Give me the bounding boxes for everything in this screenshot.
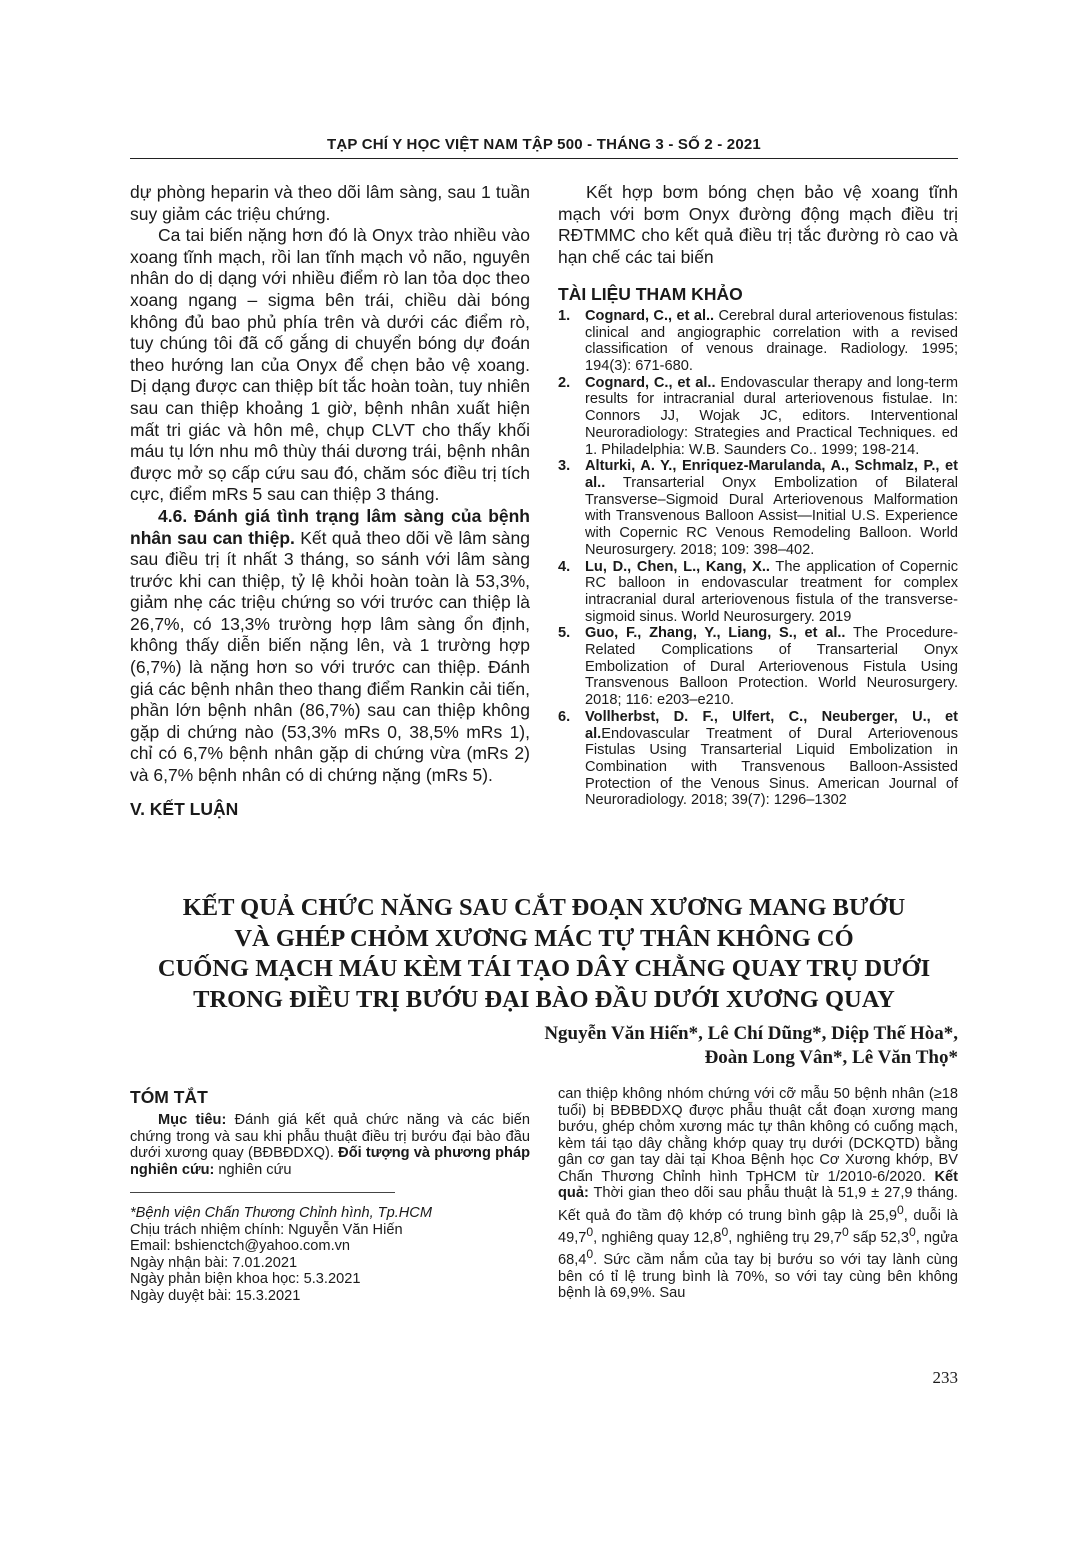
- objective-text: Đánh giá kết quả chức năng và các biến chứng trong và sau khi phẫu thuật điều trị bướu đại bào đầu dưới xương quay (BĐBĐDXQ).: [130, 1112, 530, 1161]
- abstract-paragraph: [130, 1112, 530, 1178]
- reference-number: 6.: [558, 708, 571, 725]
- abstract-text: , duỗi là 49,7: [558, 1207, 958, 1246]
- abstract-text: , ngửa 68,4: [558, 1229, 958, 1269]
- abstract-text: can thiệp không nhóm chứng với cỡ mẫu 50 bệnh nhân (≥18 tuổi) bị BĐBĐDXQ được phẫu thuật cắt đoạn xương mang bướu, ghép chỏm xương mác tự thân không có cuống mạch, kèm tái tạo dây chằng khớp quay trụ dưới (DCKQTD) bằng gân cơ gan tay dài tại Khoa Bệnh học Cơ Xương khớp, BV Chấn Thương Chỉnh hình TpHCM từ 1/2010-6/2020.: [558, 1086, 958, 1185]
- title-line: TRONG ĐIỀU TRỊ BƯỚU ĐẠI BÀO ĐẦU DƯỚI XƯƠNG QUAY: [193, 985, 895, 1013]
- reference-number: 3.: [558, 458, 571, 475]
- reference-text: Cerebral dural arteriovenous fistulas: clinical and angiographic correlation with a revised classification of venous drainage. Radiology. 1995; 194(3): 671-680.: [585, 307, 958, 375]
- abstract-text: , nghiêng quay 12,8: [593, 1229, 722, 1246]
- results-label: Kết quả:: [558, 1168, 958, 1201]
- abstract-right: [558, 1086, 958, 1302]
- subsection-heading: 4.6. Đánh giá tình trạng lâm sàng của bệnh nhân sau can thiệp.: [130, 505, 530, 548]
- references-heading: TÀI LIỆU THAM KHẢO: [558, 284, 743, 305]
- reference-item: [558, 559, 958, 626]
- summary-heading: TÓM TẮT: [130, 1087, 208, 1107]
- paragraph: dự phòng heparin và theo dõi lâm sàng, sau 1 tuần suy giảm các triệu chứng.: [130, 182, 530, 224]
- reference-authors: Cognard, C., et al..: [585, 374, 716, 391]
- degree-mark: 0: [842, 1224, 849, 1239]
- reference-item: [558, 375, 958, 459]
- reference-item: [558, 709, 958, 809]
- authors-line: Nguyễn Văn Hiến*, Lê Chí Dũng*, Diệp Thế Hòa*,: [544, 1023, 958, 1044]
- reference-authors: Vollherbst, D. F., Ulfert, C., Neuberger, U., et al.: [585, 708, 958, 742]
- reference-authors: Alturki, A. Y., Enriquez-Marulanda, A., Schmalz, P., et al..: [585, 458, 958, 491]
- methods-text: nghiên cứu: [214, 1161, 292, 1178]
- page-number: 233: [932, 1368, 958, 1387]
- reference-text: The application of Copernic RC balloon in endovascular treatment for complex intracranial dural arteriovenous fistula of the transverse-sigmoid sinus. World Neurosurgery. 2019: [585, 558, 959, 625]
- footnote-rule: [130, 1192, 395, 1193]
- reference-text: Endovascular therapy and long-term results for intracranial dural arteriovenous fistulae. In: Connors JJ, Wojak JC, editors. Interventional Neuroradiology: Strategies and Practical Techniques. ed 1. Philadelphia: W.B. Saunders Co.. 1999; 198-214.: [585, 374, 958, 458]
- paragraph-text: Kết quả theo dõi về lâm sàng sau điều trị ít nhất 3 tháng, so sánh với lâm sàng trước khi can thiệp, tỷ lệ khỏi hoàn toàn là 53,3%, giảm nhẹ các triệu chứng so với trước can thiệp là 26,7%, có 13,3% trường hợp lâm sàng ổn định, không thấy diễn biến nặng lên, và 1 trường hợp (6,7%) là nặng hơn so với trước can thiệp. Đánh giá các bệnh nhân theo thang điểm Rankin cải tiến, phần lớn bệnh nhân (86,7%) sau can thiệp không gặp di chứng nào (53,3% mRs 0, 38,5% mRs 1), chỉ có 6,7% bệnh nhân gặp di chứng vừa (mRs 2) và 6,7% bệnh nhân có di chứng nặng (mRs 5).: [130, 527, 530, 786]
- reference-number: 4.: [558, 558, 571, 575]
- methods-label: Đối tượng và phương pháp nghiên cứu:: [130, 1145, 530, 1178]
- article-title: [130, 893, 958, 1015]
- reference-list: [558, 308, 958, 809]
- reference-text: Transarterial Onyx Embolization of Bilateral Transverse–Sigmoid Dural Arteriovenous Malformation with Transvenous Balloon Assist—Initial U.S. Experience with Copernic RC Venous Remodeling Balloon. World Neurosurgery. 2018; 109: 398–402.: [585, 475, 958, 558]
- section-heading: V. KẾT LUẬN: [130, 798, 239, 819]
- title-line: CUỐNG MẠCH MÁU KÈM TÁI TẠO DÂY CHẰNG QUAY TRỤ DƯỚI: [157, 955, 931, 982]
- degree-mark: 0: [586, 1224, 594, 1239]
- affiliation-footnote: *Bệnh viện Chấn Thương Chỉnh hình, Tp.HCM: [130, 1205, 432, 1221]
- objective-label: Mục tiêu:: [158, 1112, 227, 1128]
- article-authors: [544, 1022, 958, 1070]
- degree-mark: 0: [721, 1224, 729, 1239]
- degree-mark: 0: [908, 1224, 916, 1239]
- abstract-text: , nghiêng trụ 29,7: [728, 1229, 843, 1246]
- reference-number: 1.: [558, 307, 571, 324]
- reference-item: [558, 625, 958, 709]
- degree-mark: 0: [586, 1247, 594, 1262]
- abstract-text: . Sức cầm nắm của tay bị bướu so với tay lành cùng bên có tỉ lệ trung bình là 70%, so với tay cùng bên không bệnh là 69,9%. Sau: [558, 1252, 958, 1302]
- abstract-left: [130, 1087, 530, 1304]
- left-column: [130, 182, 530, 820]
- abstract-paragraph: [558, 1086, 958, 1302]
- paragraph: Ca tai biến nặng hơn đó là Onyx trào nhiều vào xoang tĩnh mạch, rồi lan tĩnh mạch vỏ não, nguyên nhân do dị dạng với nhiều điểm rò lan tỏa dọc theo xoang ngang – sigma bên trái, chiều dài bóng không đủ bao phủ phía trên và dưới các điểm rò, tuy chúng tôi đã cố gắng di chuyển bóng dự đoán theo hướng lan của Onyx để chẹn bảo vệ xoang. Dị dạng được can thiệp bít tắc hoàn toàn, tuy nhiên sau can thiệp khoảng 1 giờ, bệnh nhân xuất hiện mất tri giác và hôn mê, chụp CLVT cho thấy khối máu tụ lớn nhu mô thùy thái dương trái, bệnh nhân được mở sọ cấp cứu sau đó, chăm sóc điều trị tích cực, điểm mRs 5 sau can thiệp 3 tháng.: [130, 225, 530, 505]
- received-date: Ngày nhận bài: 7.01.2021: [130, 1254, 298, 1271]
- header-rule: [130, 158, 958, 159]
- reference-authors: Cognard, C., et al..: [585, 307, 715, 324]
- paragraph: [130, 506, 530, 787]
- reference-item: [558, 308, 958, 375]
- title-line: VÀ GHÉP CHỎM XƯƠNG MÁC TỰ THÂN KHÔNG CÓ: [234, 924, 854, 952]
- approval-date: Ngày duyệt bài: 15.3.2021: [130, 1287, 301, 1304]
- reference-text: Endovascular Treatment of Dural Arteriovenous Fistulas Using Transarterial Liquid Embolization in Combination with Transvenous Balloon-Assisted Protection of the Venous Sinus. American Journal of Neuroradiology. 2018; 39(7): 1296–1302: [585, 725, 958, 809]
- right-column: [558, 182, 958, 809]
- reference-authors: Guo, F., Zhang, Y., Liang, S., et al..: [585, 625, 846, 642]
- degree-mark: 0: [897, 1202, 904, 1217]
- review-date: Ngày phản biện khoa học: 5.3.2021: [130, 1271, 361, 1287]
- running-header: TẠP CHÍ Y HỌC VIỆT NAM TẬP 500 - THÁNG 3 - SỐ 2 - 2021: [327, 136, 761, 153]
- reference-number: 2.: [558, 374, 571, 391]
- reference-number: 5.: [558, 625, 571, 642]
- reference-text: The Procedure-Related Complications of Transarterial Onyx Embolization of Dural Arteriovenous Fistula Using Transvenous Balloon Protection. World Neurosurgery. 2018; 116: e203–e210.: [585, 625, 959, 709]
- reference-item: [558, 458, 958, 558]
- authors-line: Đoàn Long Vân*, Lê Văn Thọ*: [704, 1047, 958, 1068]
- title-line: KẾT QUẢ CHỨC NĂNG SAU CẮT ĐOẠN XƯƠNG MANG BƯỚU: [182, 894, 906, 921]
- reference-authors: Lu, D., Chen, L., Kang, X..: [585, 558, 770, 575]
- responsible-author: Chịu trách nhiệm chính: Nguyễn Văn Hiến: [130, 1221, 403, 1238]
- abstract-text: Thời gian theo dõi sau phẫu thuật là 51,9 ± 27,9 tháng. Kết quả đo tầm độ khớp có trung bình gập là 25,9: [558, 1185, 958, 1224]
- email-line: Email: bshienctch@yahoo.com.vn: [130, 1238, 351, 1254]
- paragraph: Kết hợp bơm bóng chẹn bảo vệ xoang tĩnh mạch với bơm Onyx đường động mạch điều trị RĐTMMC cho kết quả điều trị tắc đường rò cao và hạn chế các tai biến: [558, 182, 958, 267]
- abstract-text: sấp 52,3: [848, 1229, 909, 1246]
